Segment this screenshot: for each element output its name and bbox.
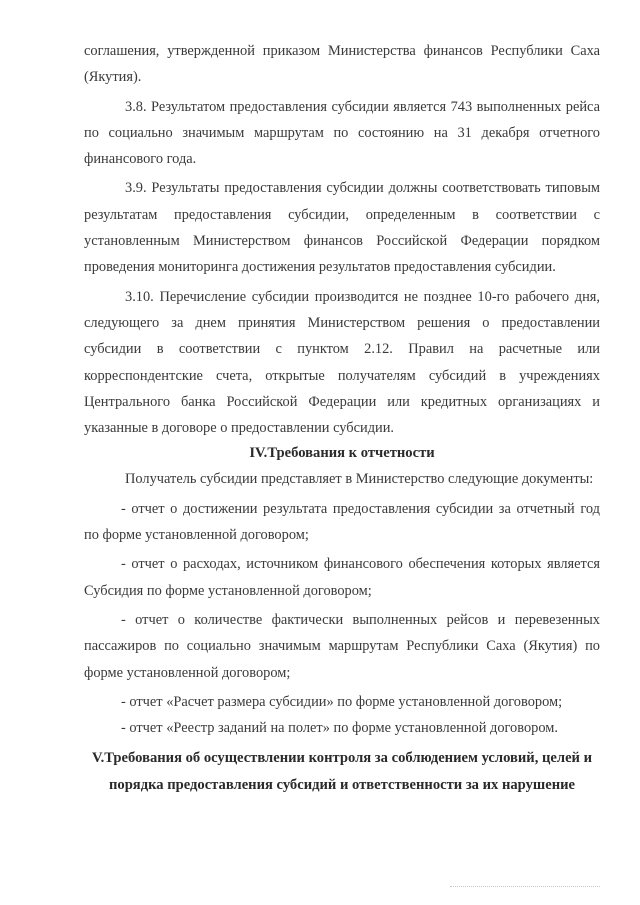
paragraph-3-10: 3.10. Перечисление субсидии производится не позднее 10-го рабочего дня, следующего за днем принятия Министерством решения о предоставлении субсидии в соответствии с пунктом 2.12. Правил на расчетные или корреспондентские счета, открытые получателям субсидий в учреждениях Центрального банка Российской Федерации или кредитных организациях и указанные в договоре о предоставлении субсидии. [84, 288, 600, 437]
report-item-1: - отчет о достижении результата предоставления субсидии за отчетный год по форме установленной договором; [84, 500, 600, 544]
paragraph-3-9: 3.9. Результаты предоставления субсидии должны соответствовать типовым результатам предоставления субсидии, определенным в соответствии с установленным Министерством финансов Российской Федерации порядком проведения мониторинга достижения результатов предоставления субсидии. [84, 180, 600, 276]
section-4-heading: IV.Требования к отчетности [249, 445, 435, 462]
report-item-4: - отчет «Расчет размера субсидии» по форме установленной договором; [121, 693, 563, 710]
section-5-heading: V.Требования об осуществлении контроля за соблюдением условий, целей и порядка предоставления субсидий и ответственности за их нарушение [91, 750, 593, 793]
paragraph-3-8: 3.8. Результатом предоставления субсидии является 743 выполненных рейса по социально значимым маршрутам по состоянию на 31 декабря отчетного финансового года. [84, 98, 600, 168]
footer-dotted-rule [450, 886, 600, 887]
report-item-5: - отчет «Реестр заданий на полет» по форме установленной договором. [121, 720, 558, 737]
paragraph-continuation: соглашения, утвержденной приказом Министерства финансов Республики Саха (Якутия). [84, 43, 600, 86]
section-4-intro: Получатель субсидии представляет в Министерство следующие документы: [125, 471, 594, 488]
report-item-3: - отчет о количестве фактически выполненных рейсов и перевезенных пассажиров по социально значимым маршрутам Республики Саха (Якутия) по форме установленной договором; [84, 611, 600, 681]
report-item-2: - отчет о расходах, источником финансового обеспечения которых является Субсидия по форме установленной договором; [84, 556, 600, 599]
